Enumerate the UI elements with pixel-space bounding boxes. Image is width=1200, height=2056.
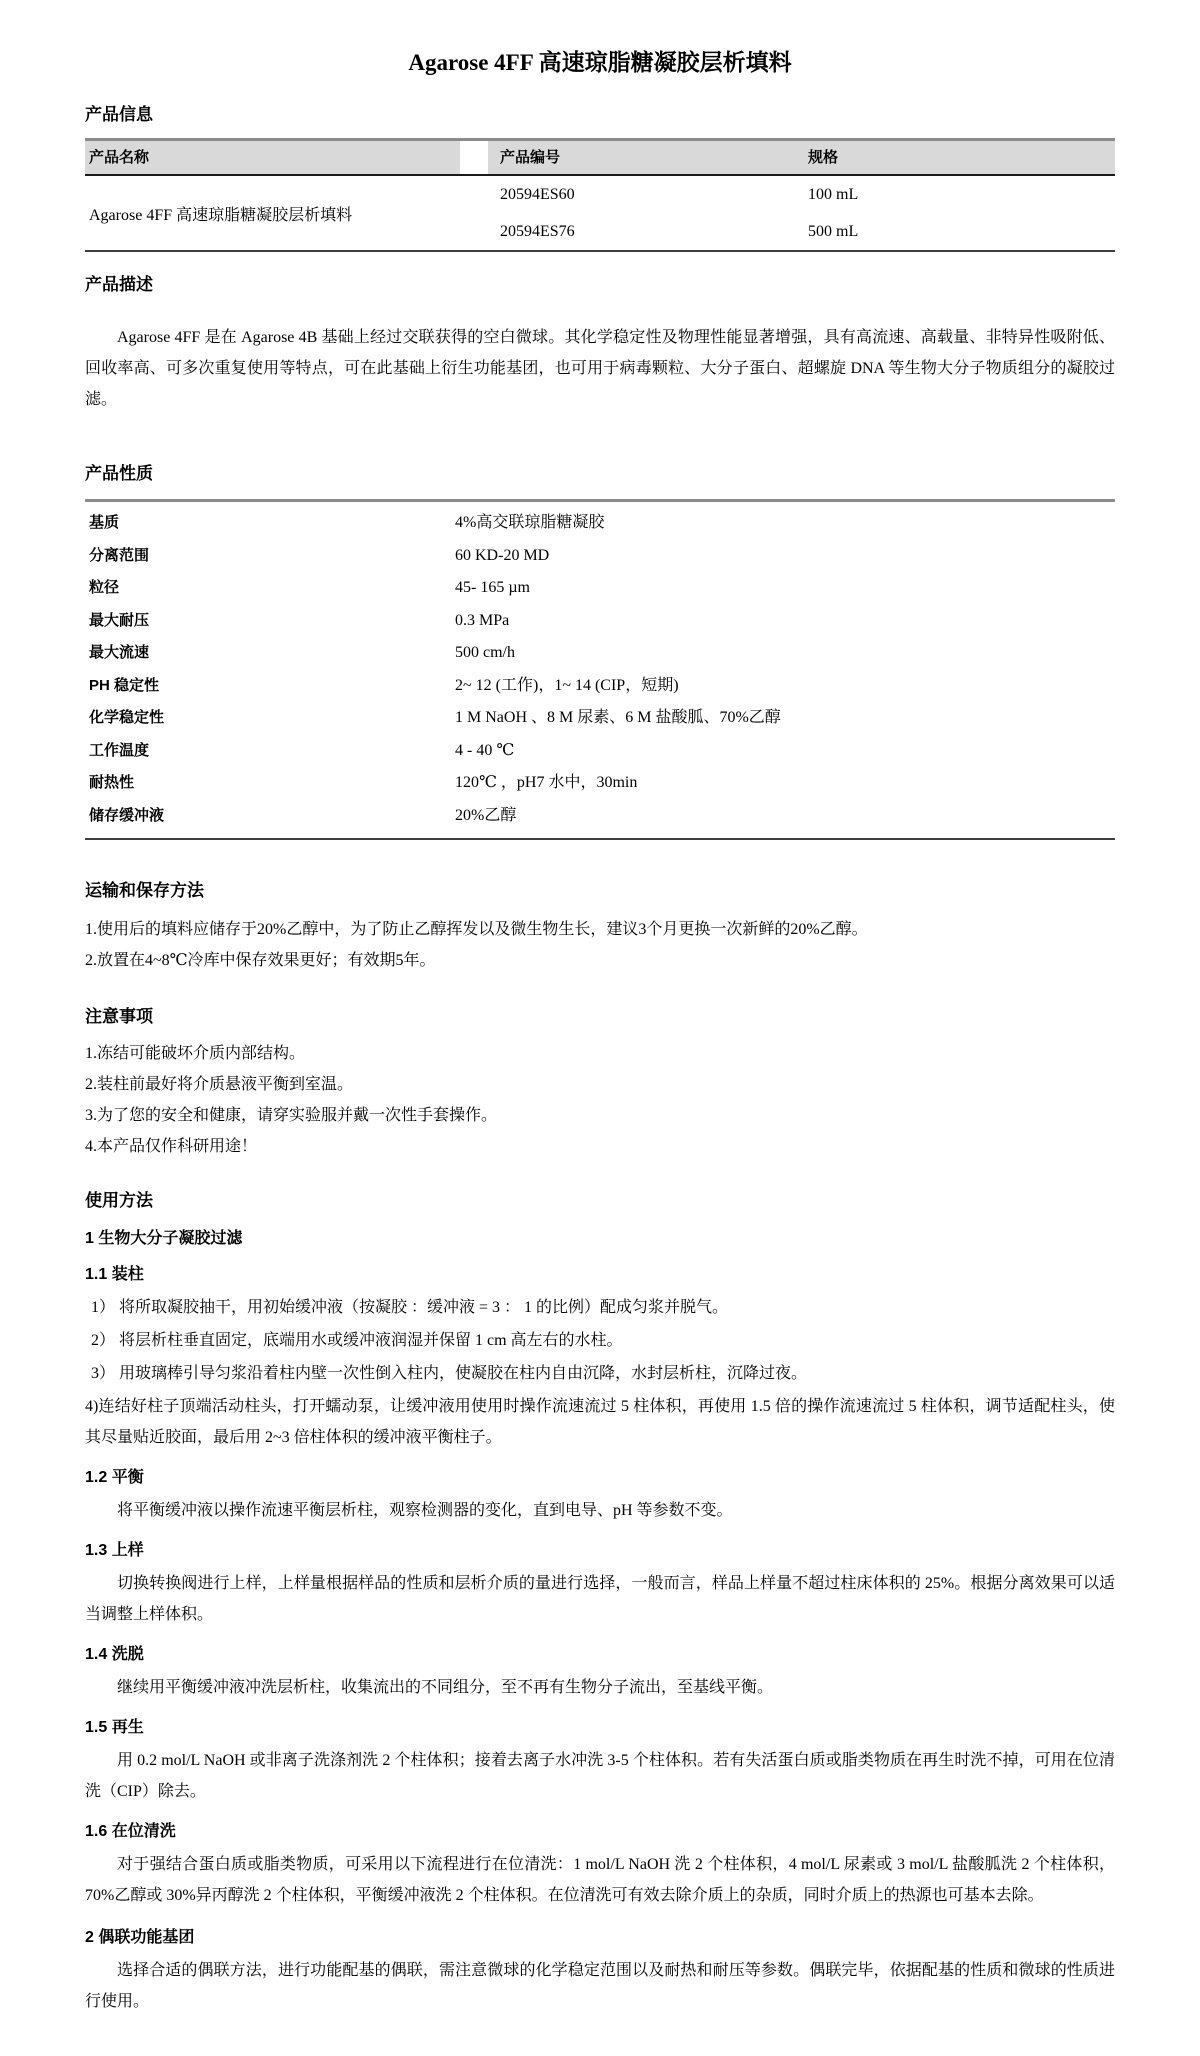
usage-1-2-paragraph: 将平衡缓冲液以操作流速平衡层析柱，观察检测器的变化，直到电导、pH 等参数不变。 bbox=[117, 1502, 733, 1519]
property-label: 化学稳定性 bbox=[89, 709, 165, 726]
property-label: 最大流速 bbox=[89, 644, 150, 661]
usage-2-paragraph: 选择合适的偶联方法，进行功能配基的偶联，需注意微球的化学稳定范围以及耐热和耐压等参数。偶联完毕，依据配基的性质和微球的性质进行使用。 bbox=[85, 1962, 1115, 2010]
property-row bbox=[85, 767, 1115, 800]
property-value: 45- 165 µm bbox=[455, 579, 530, 596]
product-code-cell: 20594ES60 bbox=[500, 186, 575, 203]
step-item: 3） 用玻璃棒引导匀浆沿着柱内壁一次性倒入柱内，使凝胶在柱内自由沉降，水封层析柱，沉降过夜。 bbox=[91, 1365, 808, 1382]
section-heading-product-info: 产品信息 bbox=[85, 105, 153, 124]
usage-1-3-heading: 1.3 上样 bbox=[85, 1542, 144, 1559]
property-value: 120℃ ，pH7 水中，30min bbox=[455, 774, 638, 791]
header-gap bbox=[460, 141, 488, 174]
table-row bbox=[488, 176, 1115, 213]
spec-cell: 500 mL bbox=[808, 223, 859, 240]
step-item: 2） 将层析柱垂直固定，底端用水或缓冲液润湿并保留 1 cm 高左右的水柱。 bbox=[91, 1332, 623, 1349]
storage-item: 1.使用后的填料应储存于20%乙醇中，为了防止乙醇挥发以及微生物生长，建议3个月更换一次新鲜的20%乙醇。 bbox=[85, 921, 868, 938]
property-value: 1 M NaOH 、8 M 尿素、6 M 盐酸胍、70%乙醇 bbox=[455, 709, 781, 726]
property-value: 0.3 MPa bbox=[455, 611, 510, 629]
note-item: 1.冻结可能破坏介质内部结构。 bbox=[85, 1045, 306, 1062]
product-code-cell: 20594ES76 bbox=[500, 223, 575, 240]
description-paragraph: Agarose 4FF 是在 Agarose 4B 基础上经过交联获得的空白微球。其化学稳定性及物理性能显著增强，具有高流速、高载量、非特异性吸附低、回收率高、可多次重复使用等特点，可在此基础上衍生功能基团，也可用于病毒颗粒、大分子蛋白、超螺旋 DNA 等生物大分子物质组分的凝胶过滤。 bbox=[85, 329, 1115, 408]
usage-subsection-1-heading: 1 生物大分子凝胶过滤 bbox=[85, 1230, 243, 1247]
section-heading-properties: 产品性质 bbox=[85, 464, 153, 483]
property-label: 耐热性 bbox=[89, 774, 135, 791]
product-name-cell: Agarose 4FF 高速琼脂糖凝胶层析填料 bbox=[89, 206, 353, 224]
property-row bbox=[85, 507, 1115, 540]
property-value: 2~ 12 (工作)，1~ 14 (CIP，短期) bbox=[455, 676, 679, 694]
usage-1-5-heading: 1.5 再生 bbox=[85, 1719, 144, 1736]
property-row bbox=[85, 540, 1115, 573]
usage-1-2-heading: 1.2 平衡 bbox=[85, 1469, 144, 1486]
property-row bbox=[85, 572, 1115, 605]
note-item: 4.本产品仅作科研用途！ bbox=[85, 1138, 258, 1155]
property-label: 最大耐压 bbox=[89, 611, 150, 629]
properties-table bbox=[85, 499, 1115, 840]
usage-1-5-paragraph: 用 0.2 mol/L NaOH 或非离子洗涤剂洗 2 个柱体积；接着去离子水冲洗 3-5 个柱体积。若有失活蛋白质或脂类物质在再生时洗不掉，可用在位清洗（CIP）除去。 bbox=[85, 1752, 1115, 1800]
section-heading-storage: 运输和保存方法 bbox=[85, 881, 204, 900]
product-info-table-body bbox=[85, 176, 1115, 250]
property-value: 60 KD-20 MD bbox=[455, 546, 550, 564]
property-label: PH 稳定性 bbox=[89, 676, 160, 694]
property-label: 工作温度 bbox=[89, 741, 150, 759]
col-header-product-name: 产品名称 bbox=[85, 141, 460, 174]
property-row bbox=[85, 637, 1115, 670]
property-label: 分离范围 bbox=[89, 546, 150, 564]
usage-1-4-paragraph: 继续用平衡缓冲液冲洗层析柱，收集流出的不同组分，至不再有生物分子流出，至基线平衡。 bbox=[117, 1679, 774, 1696]
col-header-spec: 规格 bbox=[808, 149, 839, 166]
property-row bbox=[85, 800, 1115, 833]
usage-1-4-heading: 1.4 洗脱 bbox=[85, 1646, 144, 1663]
usage-subsection-2-heading: 2 偶联功能基团 bbox=[85, 1929, 195, 1946]
notes-list bbox=[85, 1038, 1115, 1162]
product-rows bbox=[488, 176, 1115, 250]
usage-1-6-heading: 1.6 在位清洗 bbox=[85, 1823, 176, 1840]
header-band-right bbox=[488, 141, 1115, 174]
property-row bbox=[85, 735, 1115, 768]
property-label: 储存缓冲液 bbox=[89, 806, 165, 824]
property-value: 500 cm/h bbox=[455, 644, 515, 661]
property-row bbox=[85, 605, 1115, 638]
section-heading-description: 产品描述 bbox=[85, 275, 153, 294]
product-info-table-header bbox=[85, 141, 1115, 176]
usage-1-3-paragraph: 切换转换阀进行上样，上样量根据样品的性质和层析介质的量进行选择，一般而言，样品上样量不超过柱床体积的 25%。根据分离效果可以适当调整上样体积。 bbox=[85, 1575, 1115, 1623]
property-row bbox=[85, 702, 1115, 735]
note-item: 2.装柱前最好将介质悬液平衡到室温。 bbox=[85, 1076, 354, 1093]
storage-item: 2.放置在4~8℃冷库中保存效果更好；有效期5年。 bbox=[85, 952, 436, 969]
page-title: Agarose 4FF 高速琼脂糖凝胶层析填料 bbox=[408, 50, 792, 75]
spec-cell: 100 mL bbox=[808, 186, 859, 203]
column-packing-steps bbox=[85, 1292, 1115, 1453]
step-item: 1） 将所取凝胶抽干，用初始缓冲液（按凝胶 ：缓冲液 = 3 ： 1 的比例）配成匀浆并脱气。 bbox=[91, 1299, 729, 1316]
usage-1-1-heading: 1.1 装柱 bbox=[85, 1266, 144, 1283]
section-heading-usage: 使用方法 bbox=[85, 1191, 153, 1210]
section-heading-notes: 注意事项 bbox=[85, 1007, 153, 1026]
usage-1-6-paragraph: 对于强结合蛋白质或脂类物质，可采用以下流程进行在位清洗：1 mol/L NaOH 洗 2 个柱体积，4 mol/L 尿素或 3 mol/L 盐酸胍洗 2 个柱体积，70%乙醇或 30%异丙醇洗 2 个柱体积，平衡缓冲液洗 2 个柱体积。在位清洗可有效去除介质上的杂质，同时介质上的热源也可基本去除。 bbox=[85, 1856, 1115, 1904]
product-info-table bbox=[85, 138, 1115, 252]
property-label: 粒径 bbox=[89, 579, 120, 596]
note-item: 3.为了您的安全和健康，请穿实验服并戴一次性手套操作。 bbox=[85, 1107, 498, 1124]
storage-list bbox=[85, 914, 1115, 976]
property-value: 4 - 40 ℃ bbox=[455, 741, 515, 759]
property-value: 20%乙醇 bbox=[455, 806, 517, 824]
property-value: 4%高交联琼脂糖凝胶 bbox=[455, 514, 605, 531]
table-row bbox=[488, 213, 1115, 250]
property-label: 基质 bbox=[89, 514, 120, 531]
col-header-product-code: 产品编号 bbox=[500, 149, 561, 166]
property-row bbox=[85, 670, 1115, 703]
step-item: 4)连结好柱子顶端活动柱头，打开蠕动泵，让缓冲液用使用时操作流速流过 5 柱体积，再使用 1.5 倍的操作流速流过 5 柱体积，调节适配柱头，使其尽量贴近胶面，最后用 2~3 倍柱体积的缓冲液平衡柱子。 bbox=[85, 1398, 1115, 1446]
